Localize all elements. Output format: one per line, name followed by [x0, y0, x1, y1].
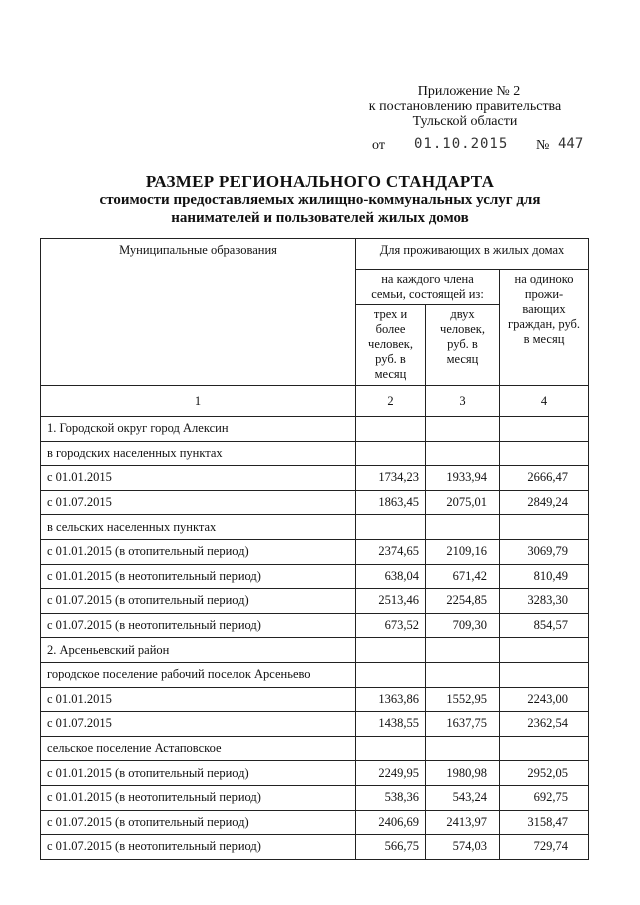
value-three-plus: [356, 638, 426, 663]
table-row: [41, 441, 589, 466]
order-number-label: №: [536, 138, 550, 153]
value-two: 1980,98: [426, 761, 500, 786]
appendix-resolution-ref: к постановлению правительства: [368, 99, 562, 114]
value-three-plus: 1734,23: [356, 466, 426, 491]
value-two: 2413,97: [426, 810, 500, 835]
value-single: 810,49: [500, 564, 589, 589]
table-row: [41, 613, 589, 638]
table-row: [41, 736, 589, 761]
row-label: с 01.01.2015 (в неотопительный период): [41, 564, 356, 589]
value-single: 2243,00: [500, 687, 589, 712]
value-two: 709,30: [426, 613, 500, 638]
table-row: [41, 687, 589, 712]
column-number: 3: [426, 386, 500, 417]
header-residents: Для проживающих в жилых домах: [356, 239, 589, 270]
value-three-plus: 1863,45: [356, 490, 426, 515]
header-municipal: Муниципальные образования: [41, 239, 356, 386]
row-label: в сельских населенных пунктах: [41, 515, 356, 540]
table-row: [41, 638, 589, 663]
value-three-plus: 638,04: [356, 564, 426, 589]
value-two: 2109,16: [426, 539, 500, 564]
row-label: с 01.07.2015: [41, 490, 356, 515]
table-row: [41, 466, 589, 491]
value-three-plus: 673,52: [356, 613, 426, 638]
appendix-region: Тульской области: [412, 114, 518, 129]
order-reference: [372, 134, 592, 156]
header-family-member: на каждого члена семьи, состоящей из:: [356, 270, 500, 305]
header-three-plus: трех и более человек, руб. в месяц: [356, 305, 426, 386]
document-subtitle-line2: нанимателей и пользователей жилых домов: [171, 210, 469, 226]
row-label: с 01.07.2015: [41, 712, 356, 737]
table-header-row: [41, 239, 589, 270]
value-two: 1552,95: [426, 687, 500, 712]
column-number: 4: [500, 386, 589, 417]
value-two: [426, 662, 500, 687]
value-single: [500, 638, 589, 663]
value-single: 3283,30: [500, 589, 589, 614]
value-single: 2666,47: [500, 466, 589, 491]
value-three-plus: [356, 515, 426, 540]
header-single: на одиноко прожи-вающих граждан, руб. в месяц: [500, 270, 589, 386]
table-row: [41, 417, 589, 442]
value-two: [426, 515, 500, 540]
row-label: городское поселение рабочий поселок Арсеньево: [41, 662, 356, 687]
column-number: 2: [356, 386, 426, 417]
value-two: [426, 441, 500, 466]
row-label: с 01.01.2015 (в отопительный период): [41, 761, 356, 786]
value-three-plus: [356, 417, 426, 442]
value-two: 2254,85: [426, 589, 500, 614]
order-from-label: от: [372, 138, 385, 153]
value-three-plus: [356, 736, 426, 761]
row-label: с 01.01.2015: [41, 466, 356, 491]
order-number: 447: [558, 136, 584, 152]
value-two: [426, 417, 500, 442]
table-row: [41, 785, 589, 810]
row-label: с 01.01.2015 (в неотопительный период): [41, 785, 356, 810]
value-single: [500, 417, 589, 442]
row-label: с 01.07.2015 (в неотопительный период): [41, 835, 356, 860]
table-row: [41, 662, 589, 687]
row-label: с 01.07.2015 (в неотопительный период): [41, 613, 356, 638]
appendix-header: [340, 84, 590, 129]
value-three-plus: 2406,69: [356, 810, 426, 835]
value-two: 1933,94: [426, 466, 500, 491]
value-single: 3158,47: [500, 810, 589, 835]
column-number: 1: [41, 386, 356, 417]
table-row: [41, 589, 589, 614]
order-date: 01.10.2015: [414, 136, 509, 152]
table-row: [41, 564, 589, 589]
table-row: [41, 490, 589, 515]
value-three-plus: 566,75: [356, 835, 426, 860]
row-label: с 01.07.2015 (в отопительный период): [41, 589, 356, 614]
table-column-numbers-row: [41, 386, 589, 417]
value-single: 3069,79: [500, 539, 589, 564]
value-single: [500, 662, 589, 687]
row-label: 1. Городской округ город Алексин: [41, 417, 356, 442]
value-single: 854,57: [500, 613, 589, 638]
row-label: сельское поселение Астаповское: [41, 736, 356, 761]
value-three-plus: 1438,55: [356, 712, 426, 737]
value-two: 543,24: [426, 785, 500, 810]
value-two: 2075,01: [426, 490, 500, 515]
standards-table: [40, 238, 589, 860]
value-single: 2849,24: [500, 490, 589, 515]
value-single: [500, 736, 589, 761]
row-label: с 01.01.2015 (в отопительный период): [41, 539, 356, 564]
value-three-plus: 2513,46: [356, 589, 426, 614]
value-two: 574,03: [426, 835, 500, 860]
header-two: двух человек, руб. в месяц: [426, 305, 500, 386]
value-two: [426, 638, 500, 663]
value-three-plus: 1363,86: [356, 687, 426, 712]
table-row: [41, 515, 589, 540]
value-single: [500, 515, 589, 540]
value-two: 1637,75: [426, 712, 500, 737]
value-three-plus: 2249,95: [356, 761, 426, 786]
document-subtitle-line1: стоимости предоставляемых жилищно-коммунальных услуг для: [99, 192, 541, 208]
row-label: с 01.01.2015: [41, 687, 356, 712]
value-single: 692,75: [500, 785, 589, 810]
value-two: 671,42: [426, 564, 500, 589]
document-title: РАЗМЕР РЕГИОНАЛЬНОГО СТАНДАРТА: [145, 172, 495, 191]
row-label: в городских населенных пунктах: [41, 441, 356, 466]
table-row: [41, 712, 589, 737]
value-single: 2362,54: [500, 712, 589, 737]
row-label: с 01.07.2015 (в отопительный период): [41, 810, 356, 835]
table-row: [41, 539, 589, 564]
value-three-plus: 538,36: [356, 785, 426, 810]
row-label: 2. Арсеньевский район: [41, 638, 356, 663]
value-single: 729,74: [500, 835, 589, 860]
value-single: 2952,05: [500, 761, 589, 786]
table-row: [41, 761, 589, 786]
table-row: [41, 810, 589, 835]
value-three-plus: 2374,65: [356, 539, 426, 564]
value-three-plus: [356, 662, 426, 687]
value-single: [500, 441, 589, 466]
appendix-number: Приложение № 2: [417, 84, 521, 99]
table-row: [41, 835, 589, 860]
value-three-plus: [356, 441, 426, 466]
value-two: [426, 736, 500, 761]
